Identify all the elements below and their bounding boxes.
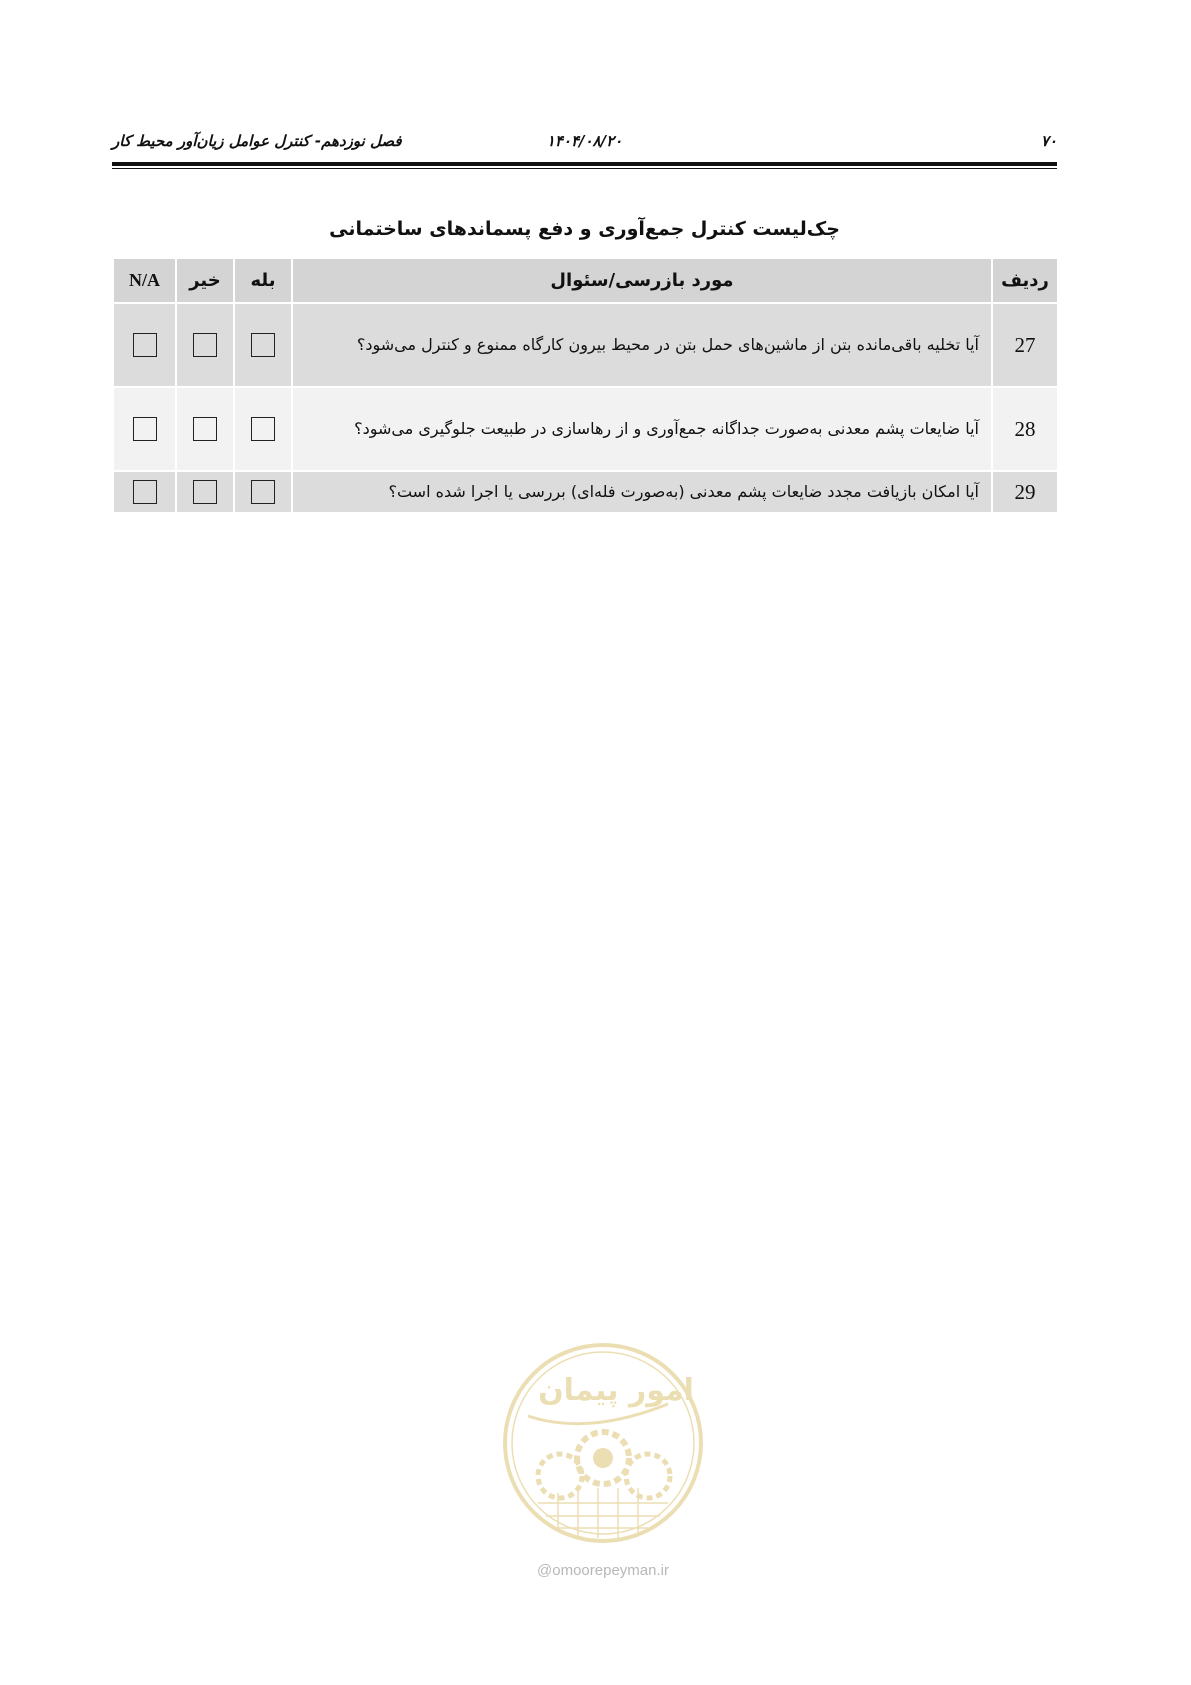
row-question: آیا ضایعات پشم معدنی به‌صورت جداگانه جمع‌آوری و از رهاسازی در طبیعت جلوگیری می‌شود؟ — [292, 387, 992, 471]
watermark-url: @omoorepeyman.ir — [537, 1562, 669, 1579]
na-checkbox[interactable] — [133, 480, 157, 504]
na-cell — [113, 303, 176, 387]
header-date: ۱۴۰۴/۰۸/۲۰ — [546, 132, 623, 150]
no-checkbox[interactable] — [193, 417, 217, 441]
watermark-logo-text: امور پیمان — [538, 1373, 694, 1408]
page-header — [112, 128, 1057, 158]
row-number: 29 — [992, 471, 1058, 513]
yes-checkbox[interactable] — [251, 417, 275, 441]
table-header-row — [113, 258, 1058, 303]
checklist-title: چک‌لیست کنترل جمع‌آوری و دفع پسماندهای ساختمانی — [329, 218, 840, 240]
no-checkbox[interactable] — [193, 480, 217, 504]
header-na: N/A — [113, 258, 176, 303]
header-yes: بله — [234, 258, 292, 303]
table-row — [113, 471, 1058, 513]
header-question: مورد بازرسی/سئوال — [292, 258, 992, 303]
na-checkbox[interactable] — [133, 333, 157, 357]
yes-checkbox[interactable] — [251, 480, 275, 504]
yes-cell — [234, 303, 292, 387]
no-cell — [176, 303, 234, 387]
yes-cell — [234, 387, 292, 471]
row-number: 27 — [992, 303, 1058, 387]
na-cell — [113, 387, 176, 471]
header-row-number: ردیف — [992, 258, 1058, 303]
watermark-logo-icon — [498, 1338, 708, 1548]
table-row — [113, 303, 1058, 387]
page-number: ۷۰ — [1040, 132, 1057, 150]
na-cell — [113, 471, 176, 513]
yes-cell — [234, 471, 292, 513]
row-question: آیا امکان بازیافت مجدد ضایعات پشم معدنی (به‌صورت فله‌ای) بررسی یا اجرا شده است؟ — [292, 471, 992, 513]
no-checkbox[interactable] — [193, 333, 217, 357]
row-question: آیا تخلیه باقی‌مانده بتن از ماشین‌های حمل بتن در محیط بیرون کارگاه ممنوع و کنترل می‌شود؟ — [292, 303, 992, 387]
no-cell — [176, 387, 234, 471]
no-cell — [176, 471, 234, 513]
na-checkbox[interactable] — [133, 417, 157, 441]
header-rule-thick — [112, 162, 1057, 166]
yes-checkbox[interactable] — [251, 333, 275, 357]
checklist-table — [112, 257, 1059, 514]
header-no: خیر — [176, 258, 234, 303]
table-row — [113, 387, 1058, 471]
row-number: 28 — [992, 387, 1058, 471]
chapter-title: فصل نوزدهم- کنترل عوامل زیان‌آور محیط کار — [112, 132, 402, 150]
header-rule-thin — [112, 168, 1057, 169]
